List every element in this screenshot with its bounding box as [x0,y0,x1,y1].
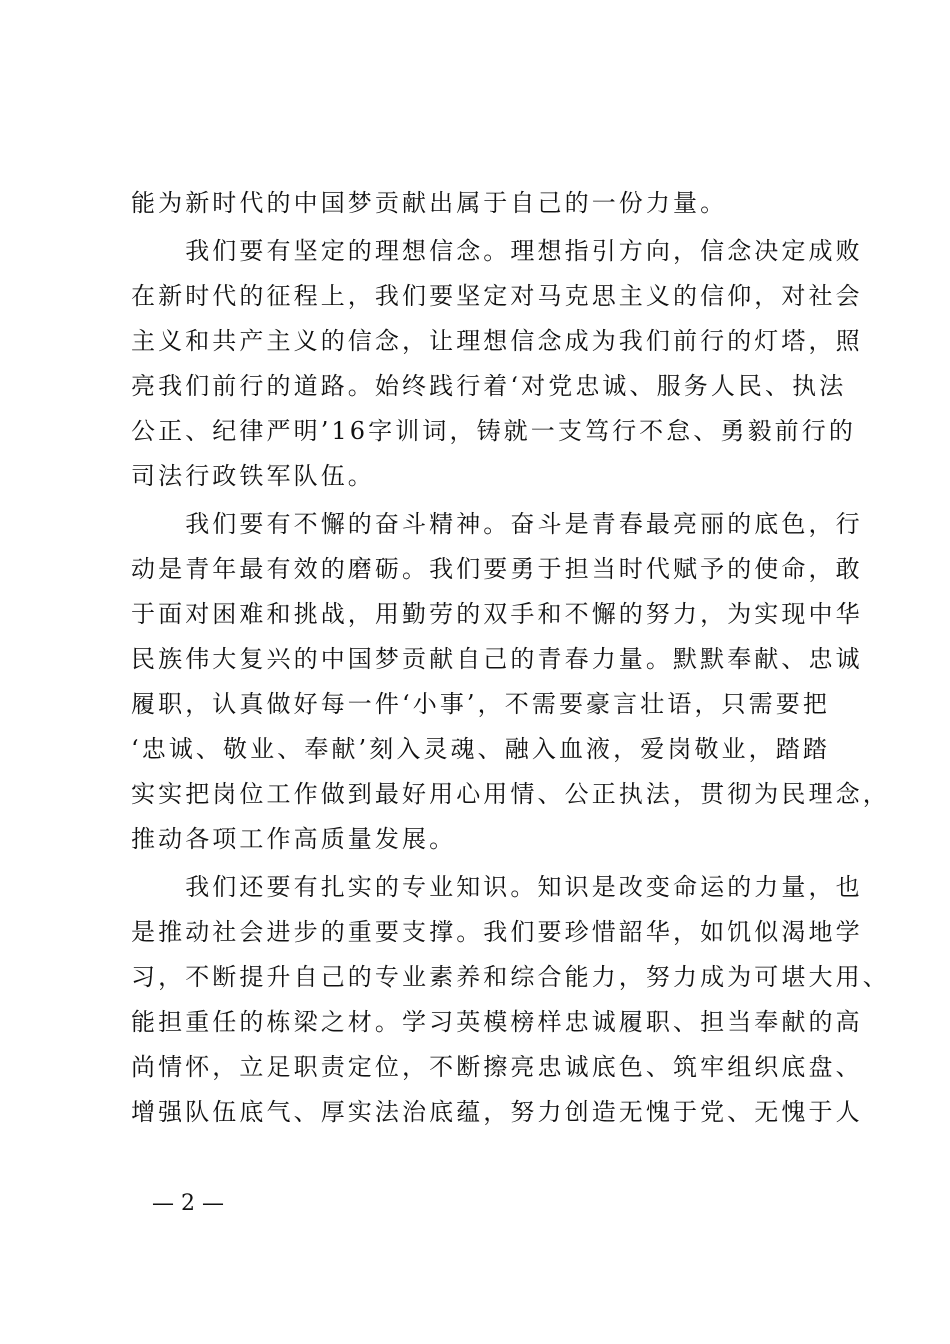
body-text [131,181,890,1135]
text-line: 能担重任的栋梁之材。学习英模榜样忠诚履职、担当奉献的高 [131,1008,863,1036]
text-line: 习，不断提升自己的专业素养和综合能力，努力成为可堪大用、 [131,963,890,991]
text-line: 履职，认真做好每一件‘小事’，不需要豪言壮语，只需要把 [131,690,830,718]
text-line: 推动各项工作高质量发展。 [131,825,457,853]
text-line: ‘忠诚、敬业、奉献’刻入灵魂、融入血液，爱岗敬业，踏踏 [131,735,830,763]
text-line: 亮我们前行的道路。始终践行着‘对党忠诚、服务人民、执法 [131,372,847,400]
text-line: 尚情怀，立足职责定位，不断擦亮忠诚底色、筑牢组织底盘、 [131,1053,863,1081]
text-line: 我们还要有扎实的专业知识。知识是改变命运的力量，也 [131,873,863,901]
paragraph-knowledge [131,865,890,1135]
text-line: 我们要有坚定的理想信念。理想指引方向，信念决定成败 [131,237,863,265]
text-line: 主义和共产主义的信念，让理想信念成为我们前行的灯塔，照 [131,327,863,355]
text-line: 实实把岗位工作做到最好用心用情、公正执法，贯彻为民理念， [131,780,890,808]
paragraph-continuation [131,181,831,226]
text-line: 公正、纪律严明’16字训词，铸就一支笃行不怠、勇毅前行的 [131,417,856,445]
text-line: 增强队伍底气、厚实法治底蕴，努力创造无愧于党、无愧于人 [131,1098,863,1126]
text-line: 司法行政铁军队伍。 [131,462,375,490]
paragraph-striving [131,502,890,862]
text-line: 能为新时代的中国梦贡献出属于自己的一份力量。 [131,189,728,217]
text-line: 我们要有不懈的奋斗精神。奋斗是青春最亮丽的底色，行 [131,510,863,538]
page-number: — 2 — [152,1191,224,1216]
text-line: 动是青年最有效的磨砺。我们要勇于担当时代赋予的使命，敢 [131,555,863,583]
text-line: 于面对困难和挑战，用勤劳的双手和不懈的努力，为实现中华 [131,600,863,628]
paragraph-ideals [131,229,863,499]
text-line: 民族伟大复兴的中国梦贡献自己的青春力量。默默奉献、忠诚 [131,645,863,673]
text-line: 是推动社会进步的重要支撑。我们要珍惜韶华，如饥似渴地学 [131,918,863,946]
text-line: 在新时代的征程上，我们要坚定对马克思主义的信仰，对社会 [131,282,863,310]
